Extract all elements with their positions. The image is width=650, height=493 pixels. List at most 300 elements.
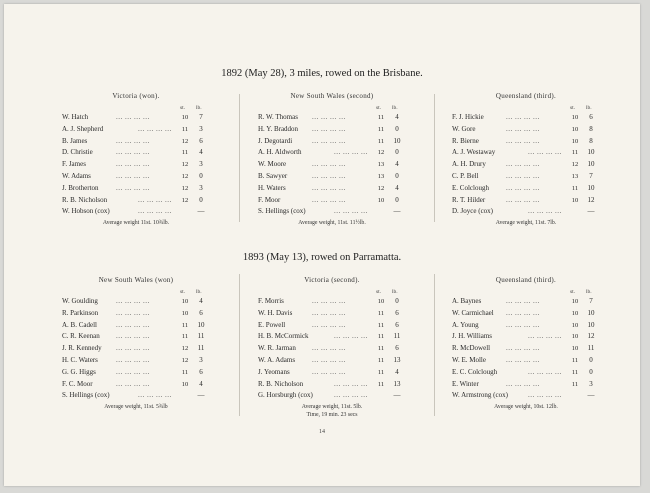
weight-stone: 10 — [571, 137, 579, 145]
rower-row — [252, 343, 412, 355]
weight-pounds: 0 — [395, 171, 399, 180]
rower-name: F. C. Moor — [62, 379, 93, 388]
leader-dots: ... ... ... ... — [506, 124, 540, 133]
crew-heading: New South Wales (won) — [98, 276, 174, 284]
rower-name: F. J. Hickie — [452, 113, 484, 121]
rower-row — [252, 296, 412, 308]
rower-name: H. C. Waters — [62, 355, 98, 364]
weight-pounds: 4 — [199, 148, 203, 157]
weight-stone: 11 — [571, 368, 579, 376]
leader-dots: ... ... ... ... — [334, 332, 368, 341]
weight-stone: 12 — [181, 184, 189, 192]
weight-pounds: 11 — [197, 332, 205, 341]
rower-row — [56, 206, 216, 218]
weight-pounds: 6 — [199, 367, 203, 376]
rower-name: H. Y. Braddon — [258, 124, 299, 133]
rower-row — [446, 124, 606, 136]
rower-row — [446, 136, 606, 148]
pound-unit-label: lb. — [392, 105, 398, 111]
rower-name: W. E. Molle — [452, 355, 486, 364]
rower-name: S. Hellings (cox) — [62, 391, 110, 400]
rower-row — [252, 355, 412, 367]
weight-stone: 12 — [181, 161, 189, 169]
weight-pounds: 6 — [395, 344, 399, 353]
leader-dots: ... ... ... ... — [506, 379, 540, 388]
divider — [434, 94, 435, 222]
weight-stone: 11 — [377, 356, 385, 364]
rower-row — [56, 124, 216, 136]
weight-pounds: 8 — [589, 136, 593, 145]
weight-stone: 12 — [377, 149, 385, 157]
leader-dots: ... ... ... ... — [506, 171, 540, 180]
weight-pounds: 0 — [199, 171, 203, 180]
rower-row — [446, 206, 606, 218]
weight-stone: 10 — [571, 309, 579, 317]
rower-name: R. B. Nicholson — [258, 379, 304, 388]
rower-name: A. H. Aldworth — [258, 148, 302, 157]
leader-dots: ... ... ... ... — [116, 332, 150, 341]
weight-pounds: 11 — [393, 332, 401, 341]
rower-name: S. Hellings (cox) — [258, 207, 306, 216]
leader-dots: ... ... ... ... — [138, 124, 172, 133]
weight-pounds: — — [587, 207, 595, 216]
rower-name: W. Hobson (cox) — [62, 207, 110, 216]
leader-dots: ... ... ... ... — [334, 148, 368, 157]
leader-dots: ... ... ... ... — [506, 160, 540, 169]
leader-dots: ... ... ... ... — [116, 379, 150, 388]
weight-stone: 12 — [181, 345, 189, 353]
stone-unit-label: st. — [180, 289, 186, 295]
divider — [239, 274, 240, 416]
rower-name: C. R. Keenan — [62, 332, 100, 341]
stone-unit-label: st. — [570, 105, 576, 111]
weight-pounds: 6 — [199, 136, 203, 145]
rower-row — [56, 308, 216, 320]
unit-header — [446, 105, 606, 112]
weight-stone: 10 — [181, 309, 189, 317]
rower-row — [446, 296, 606, 308]
race-1-crew-queensland — [446, 92, 606, 226]
weight-stone: 11 — [181, 368, 189, 376]
weight-pounds: 6 — [395, 308, 399, 317]
rower-name: D. Joyce (cox) — [452, 207, 494, 216]
rower-name: W. Adams — [62, 171, 91, 180]
weight-stone: 11 — [377, 137, 385, 145]
rower-name: R. Parkinson — [62, 308, 99, 317]
rower-name: E. C. Colclough — [452, 367, 498, 376]
rower-name: J. H. Williams — [452, 332, 493, 341]
leader-dots: ... ... ... ... — [506, 195, 540, 204]
crew-heading: Victoria (won). — [112, 92, 160, 100]
rower-row — [446, 379, 606, 391]
rower-row — [56, 367, 216, 379]
weight-pounds: 3 — [199, 124, 203, 133]
weight-pounds: — — [393, 207, 401, 216]
rower-name: W. Hatch — [62, 113, 89, 121]
rower-name: J. R. Kennedy — [62, 344, 102, 353]
weight-pounds: 0 — [589, 355, 593, 364]
rower-row — [56, 331, 216, 343]
weight-pounds: 4 — [199, 297, 203, 305]
rower-name: R. McDowell — [452, 344, 491, 353]
rower-row — [252, 124, 412, 136]
weight-stone: 11 — [181, 125, 189, 133]
leader-dots: ... ... ... ... — [334, 391, 368, 400]
average-weight: Average weight, 11st. 5¾lb — [104, 404, 168, 411]
rower-name: A. Baynes — [452, 297, 482, 305]
divider — [239, 94, 240, 222]
rower-row — [252, 390, 412, 402]
weight-pounds: 4 — [199, 379, 203, 388]
rower-row — [56, 296, 216, 308]
leader-dots: ... ... ... ... — [116, 113, 150, 121]
rower-name: D. Christie — [62, 148, 93, 157]
leader-dots: ... ... ... ... — [312, 367, 346, 376]
rower-name: R. B. Nicholson — [62, 195, 108, 204]
leader-dots: ... ... ... ... — [506, 308, 540, 317]
weight-pounds: 7 — [199, 113, 203, 121]
weight-pounds: 10 — [197, 320, 205, 329]
rower-row — [56, 112, 216, 124]
weight-pounds: 7 — [589, 171, 593, 180]
weight-stone: 11 — [181, 333, 189, 341]
rower-name: F. Morris — [258, 297, 284, 305]
weight-stone: 11 — [377, 321, 385, 329]
pound-unit-label: lb. — [586, 105, 592, 111]
crew-heading: Queensland (third). — [495, 92, 557, 100]
weight-stone: 10 — [377, 298, 385, 305]
leader-dots: ... ... ... ... — [506, 320, 540, 329]
leader-dots: ... ... ... ... — [528, 367, 562, 376]
average-weight: Average weight, 11st. 5lb. — [301, 404, 363, 411]
rower-name: F. James — [62, 160, 86, 169]
weight-pounds: 3 — [199, 160, 203, 169]
weight-pounds: — — [197, 391, 205, 400]
rower-row — [252, 320, 412, 332]
rower-row — [252, 136, 412, 148]
stone-unit-label: st. — [180, 105, 186, 111]
rower-row — [56, 147, 216, 159]
leader-dots: ... ... ... ... — [116, 355, 150, 364]
weight-pounds: 4 — [395, 183, 399, 192]
leader-dots: ... ... ... ... — [312, 113, 346, 121]
weight-stone: 10 — [571, 196, 579, 204]
unit-header — [446, 289, 606, 296]
rower-name: A. Young — [452, 320, 479, 329]
rower-row — [252, 171, 412, 183]
weight-stone: 11 — [377, 125, 385, 133]
rower-row — [446, 331, 606, 343]
leader-dots: ... ... ... ... — [116, 160, 150, 169]
race-time: Time, 19 min. 23 secs — [306, 412, 358, 419]
leader-dots: ... ... ... ... — [528, 332, 562, 341]
weight-pounds: 0 — [395, 124, 399, 133]
weight-stone: 10 — [571, 125, 579, 133]
rower-row — [252, 379, 412, 391]
rower-row — [446, 171, 606, 183]
rower-name: R. T. Hilder — [452, 195, 486, 204]
rower-name: W. R. Jarman — [258, 344, 296, 353]
weight-pounds: 12 — [587, 332, 595, 341]
rower-row — [56, 136, 216, 148]
weight-stone: 11 — [377, 368, 385, 376]
rower-row — [252, 206, 412, 218]
page-number: 14 — [319, 429, 325, 435]
leader-dots: ... ... ... ... — [138, 391, 172, 400]
average-weight: Average weight, 11st. 11½lb. — [298, 220, 366, 227]
weight-pounds: 3 — [199, 355, 203, 364]
weight-stone: 12 — [181, 137, 189, 145]
weight-stone: 11 — [377, 309, 385, 317]
rower-name: W. Gore — [452, 124, 476, 133]
leader-dots: ... ... ... ... — [116, 367, 150, 376]
race-1-crew-new-south-wales — [252, 92, 412, 226]
leader-dots: ... ... ... ... — [312, 160, 346, 169]
weight-pounds: 12 — [587, 195, 595, 204]
weight-stone: 11 — [377, 380, 385, 388]
rower-name: F. Moor — [258, 195, 281, 204]
leader-dots: ... ... ... ... — [116, 320, 150, 329]
weight-pounds: 6 — [395, 320, 399, 329]
weight-stone: 10 — [571, 321, 579, 329]
rower-row — [446, 159, 606, 171]
leader-dots: ... ... ... ... — [116, 136, 150, 145]
weight-pounds: — — [587, 391, 595, 400]
leader-dots: ... ... ... ... — [116, 308, 150, 317]
weight-stone: 11 — [571, 356, 579, 364]
leader-dots: ... ... ... ... — [312, 297, 346, 305]
rower-name: B. Sawyer — [258, 171, 288, 180]
race-1-title: 1892 (May 28), 3 miles, rowed on the Brisbane. — [221, 68, 423, 79]
leader-dots: ... ... ... ... — [312, 308, 346, 317]
weight-stone: 10 — [571, 345, 579, 353]
weight-pounds: 11 — [197, 344, 205, 353]
unit-header — [252, 289, 412, 296]
rower-name: W. Armstrong (cox) — [452, 391, 508, 400]
rower-row — [56, 320, 216, 332]
rower-row — [446, 183, 606, 195]
weight-pounds: 3 — [199, 183, 203, 192]
crew-heading: Queensland (third). — [495, 276, 557, 284]
weight-stone: 12 — [181, 196, 189, 204]
leader-dots: ... ... ... ... — [506, 297, 540, 305]
leader-dots: ... ... ... ... — [528, 148, 562, 157]
weight-pounds: 13 — [393, 379, 401, 388]
crew-heading: Victoria (second). — [304, 276, 360, 284]
weight-pounds: — — [197, 207, 205, 216]
rower-name: A. B. Cadell — [62, 320, 97, 329]
weight-stone: 12 — [181, 172, 189, 180]
rower-row — [56, 390, 216, 402]
stone-unit-label: st. — [376, 289, 382, 295]
pound-unit-label: lb. — [586, 289, 592, 295]
rower-row — [56, 159, 216, 171]
leader-dots: ... ... ... ... — [116, 183, 150, 192]
leader-dots: ... ... ... ... — [506, 136, 540, 145]
leader-dots: ... ... ... ... — [334, 379, 368, 388]
stone-unit-label: st. — [376, 105, 382, 111]
weight-stone: 10 — [377, 196, 385, 204]
leader-dots: ... ... ... ... — [116, 344, 150, 353]
leader-dots: ... ... ... ... — [312, 124, 346, 133]
weight-stone: 13 — [377, 172, 385, 180]
rower-row — [252, 308, 412, 320]
rower-row — [56, 343, 216, 355]
leader-dots: ... ... ... ... — [138, 195, 172, 204]
leader-dots: ... ... ... ... — [312, 355, 346, 364]
weight-pounds: 10 — [587, 148, 595, 157]
rower-row — [446, 112, 606, 124]
weight-stone: 11 — [377, 345, 385, 353]
rower-row — [446, 343, 606, 355]
rower-row — [252, 367, 412, 379]
weight-stone: 10 — [571, 114, 579, 121]
rower-row — [446, 390, 606, 402]
leader-dots: ... ... ... ... — [506, 355, 540, 364]
weight-pounds: 11 — [587, 344, 595, 353]
average-weight: Average weight, 10st. 12lb. — [494, 404, 558, 411]
leader-dots: ... ... ... ... — [334, 207, 368, 216]
unit-header — [56, 105, 216, 112]
weight-stone: 12 — [181, 356, 189, 364]
weight-pounds: 10 — [587, 320, 595, 329]
unit-header — [252, 105, 412, 112]
race-2-title: 1893 (May 13), rowed on Parramatta. — [242, 252, 402, 263]
stone-unit-label: st. — [570, 289, 576, 295]
rower-name: J. Brotherton — [62, 183, 99, 192]
weight-pounds: 3 — [589, 379, 593, 388]
rower-name: A. J. Westaway — [452, 148, 496, 157]
leader-dots: ... ... ... ... — [312, 344, 346, 353]
leader-dots: ... ... ... ... — [506, 183, 540, 192]
average-weight: Average weight 11st. 10¾lb. — [102, 220, 170, 227]
rower-row — [56, 171, 216, 183]
weight-pounds: 13 — [393, 355, 401, 364]
rower-name: A. J. Shepherd — [62, 124, 104, 133]
rower-row — [446, 195, 606, 207]
rower-name: H. B. McCormick — [258, 332, 309, 341]
rower-name: W. Moore — [258, 160, 287, 169]
leader-dots: ... ... ... ... — [116, 297, 150, 305]
rower-row — [252, 195, 412, 207]
weight-stone: 12 — [377, 184, 385, 192]
leader-dots: ... ... ... ... — [528, 391, 562, 400]
rower-name: J. Degotardi — [258, 136, 293, 145]
leader-dots: ... ... ... ... — [312, 171, 346, 180]
rower-row — [56, 183, 216, 195]
rower-row — [56, 379, 216, 391]
weight-pounds: 10 — [393, 136, 401, 145]
weight-stone: 13 — [571, 172, 579, 180]
leader-dots: ... ... ... ... — [528, 207, 562, 216]
weight-stone: 10 — [181, 114, 189, 121]
weight-stone: 10 — [571, 298, 579, 305]
weight-pounds: 0 — [589, 367, 593, 376]
weight-pounds: 4 — [395, 113, 399, 121]
weight-stone: 11 — [571, 184, 579, 192]
document-page — [4, 4, 640, 486]
leader-dots: ... ... ... ... — [506, 344, 540, 353]
weight-pounds: 4 — [395, 367, 399, 376]
weight-stone: 10 — [571, 333, 579, 341]
rower-name: W. Goulding — [62, 297, 98, 305]
weight-pounds: 0 — [199, 195, 203, 204]
rower-row — [252, 147, 412, 159]
weight-pounds: 4 — [395, 160, 399, 169]
race-2-crew-queensland — [446, 276, 606, 410]
leader-dots: ... ... ... ... — [312, 195, 346, 204]
rower-name: W. A. Adams — [258, 355, 296, 364]
rower-name: A. H. Drury — [452, 160, 486, 169]
leader-dots: ... ... ... ... — [116, 171, 150, 180]
weight-stone: 11 — [181, 321, 189, 329]
weight-pounds: 6 — [589, 113, 593, 121]
leader-dots: ... ... ... ... — [312, 320, 346, 329]
rower-name: E. Colclough — [452, 183, 489, 192]
rower-name: R. W. Thomas — [258, 113, 298, 121]
weight-stone: 11 — [377, 114, 385, 121]
weight-stone: 10 — [181, 380, 189, 388]
rower-name: C. P. Bell — [452, 171, 479, 180]
leader-dots: ... ... ... ... — [138, 207, 172, 216]
leader-dots: ... ... ... ... — [312, 183, 346, 192]
weight-stone: 11 — [571, 380, 579, 388]
leader-dots: ... ... ... ... — [506, 113, 540, 121]
rower-row — [252, 159, 412, 171]
rower-name: E. Winter — [452, 379, 479, 388]
rower-name: G. Horsburgh (cox) — [258, 391, 313, 400]
pound-unit-label: lb. — [196, 289, 202, 295]
weight-pounds: 7 — [589, 297, 593, 305]
weight-stone: 10 — [181, 298, 189, 305]
weight-pounds: 10 — [587, 160, 595, 169]
rower-row — [446, 320, 606, 332]
weight-stone: 13 — [377, 161, 385, 169]
weight-stone: 12 — [571, 161, 579, 169]
leader-dots: ... ... ... ... — [312, 136, 346, 145]
rower-row — [252, 112, 412, 124]
weight-pounds: 0 — [395, 297, 399, 305]
rower-row — [56, 355, 216, 367]
rower-name: J. Yeomans — [258, 367, 290, 376]
rower-row — [252, 183, 412, 195]
rower-row — [446, 147, 606, 159]
race-2-crew-new-south-wales — [56, 276, 216, 410]
weight-stone: 11 — [181, 149, 189, 157]
pound-unit-label: lb. — [392, 289, 398, 295]
rower-row — [446, 355, 606, 367]
weight-pounds: 0 — [395, 148, 399, 157]
leader-dots: ... ... ... ... — [116, 148, 150, 157]
rower-row — [252, 331, 412, 343]
rower-name: R. Bierne — [452, 136, 479, 145]
weight-pounds: 10 — [587, 308, 595, 317]
weight-stone: 11 — [571, 149, 579, 157]
rower-name: G. G. Higgs — [62, 367, 96, 376]
pound-unit-label: lb. — [196, 105, 202, 111]
weight-pounds: 6 — [199, 308, 203, 317]
rower-name: W. H. Davis — [258, 308, 293, 317]
rower-name: B. James — [62, 136, 88, 145]
rower-row — [446, 308, 606, 320]
rower-row — [56, 195, 216, 207]
weight-pounds: — — [393, 391, 401, 400]
weight-pounds: 8 — [589, 124, 593, 133]
weight-pounds: 10 — [587, 183, 595, 192]
rower-name: H. Waters — [258, 183, 286, 192]
weight-pounds: 0 — [395, 195, 399, 204]
rower-row — [446, 367, 606, 379]
